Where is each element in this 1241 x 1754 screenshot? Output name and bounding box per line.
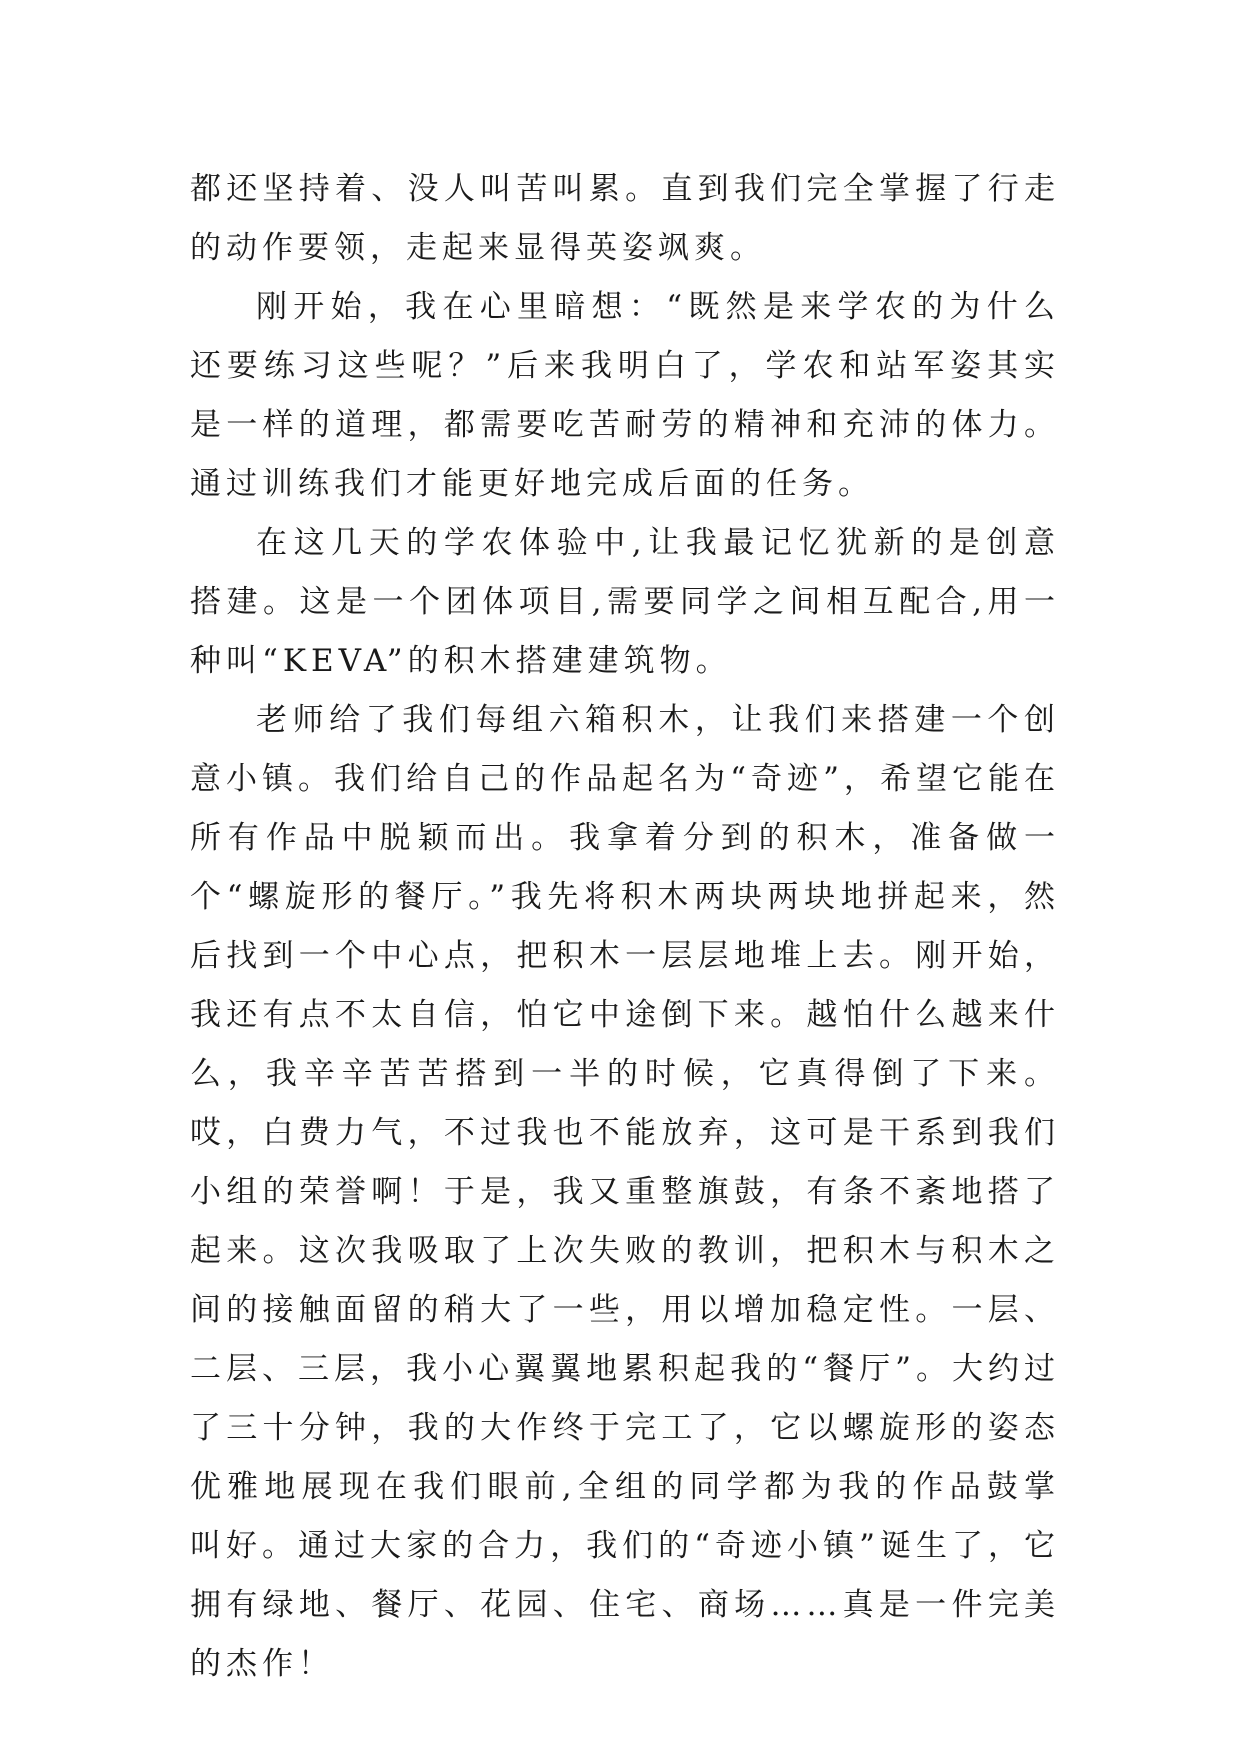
paragraph-1: 都还坚持着、没人叫苦叫累。直到我们完全掌握了行走的动作要领，走起来显得英姿飒爽。 [190,171,1060,266]
document-body [190,160,1060,1694]
paragraph-2: 刚开始，我在心里暗想：“既然是来学农的为什么还要练习这些呢？”后来我明白了，学农和站军姿其实是一样的道理，都需要吃苦耐劳的精神和充沛的体力。通过训练我们才能更好地完成后面的任务。 [190,289,1060,502]
paragraph-3: 在这几天的学农体验中,让我最记忆犹新的是创意搭建。这是一个团体项目,需要同学之间相互配合,用一种叫“KEVA”的积木搭建建筑物。 [190,525,1060,679]
paragraph-4: 老师给了我们每组六箱积木，让我们来搭建一个创意小镇。我们给自己的作品起名为“奇迹”，希望它能在所有作品中脱颖而出。我拿着分到的积木，准备做一个“螺旋形的餐厅。”我先将积木两块两块地拼起来，然后找到一个中心点，把积木一层层地堆上去。刚开始，我还有点不太自信，怕它中途倒下来。越怕什么越来什么，我辛辛苦苦搭到一半的时候，它真得倒了下来。哎，白费力气，不过我也不能放弃，这可是干系到我们小组的荣誉啊！于是，我又重整旗鼓，有条不紊地搭了起来。这次我吸取了上次失败的教训，把积木与积木之间的接触面留的稍大了一些，用以增加稳定性。一层、二层、三层，我小心翼翼地累积起我的“餐厅”。大约过了三十分钟，我的大作终于完工了，它以螺旋形的姿态优雅地展现在我们眼前,全组的同学都为我的作品鼓掌叫好。通过大家的合力，我们的“奇迹小镇”诞生了，它拥有绿地、餐厅、花园、住宅、商场……真是一件完美的杰作！ [190,702,1060,1682]
